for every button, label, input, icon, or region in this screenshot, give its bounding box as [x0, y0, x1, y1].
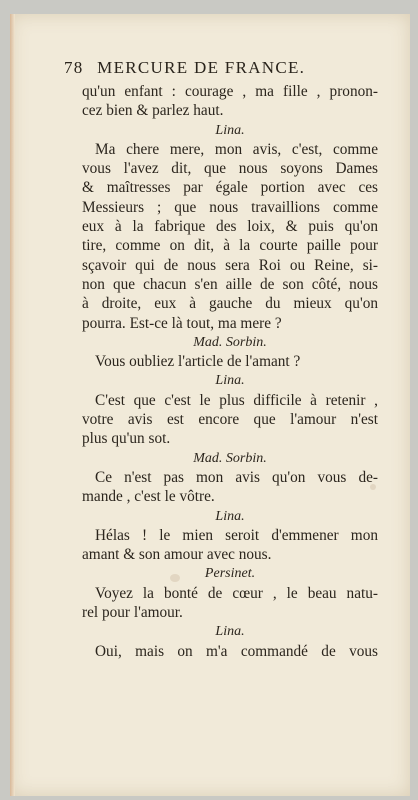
text-line: non que chacun s'en aille de son côté, nous	[82, 275, 378, 293]
text-line: votre avis est encore que l'amour n'est	[82, 411, 378, 429]
text-line: C'est que c'est le plus difficile à retenir ,	[95, 391, 378, 409]
text-line: Ma chere mere, mon avis, c'est, comme	[95, 140, 378, 158]
running-header	[64, 58, 384, 78]
speaker-name: Mad. Sorbin.	[193, 334, 267, 350]
text-line: rel pour l'amour.	[82, 604, 183, 622]
page-edge	[10, 14, 15, 796]
text-line: Hélas ! le mien seroit d'emmener mon	[95, 526, 378, 544]
text-line: mande , c'est le vôtre.	[82, 488, 215, 506]
book-page	[10, 14, 410, 796]
text-line: & maîtresses par égale portion avec ces	[82, 179, 378, 197]
running-title: MERCURE DE FRANCE.	[97, 58, 306, 77]
text-line: tire, comme on dit, à la courte paille pour	[82, 237, 378, 255]
text-line: cez bien & parlez haut.	[82, 102, 224, 120]
text-line: pourra. Est-ce là tout, ma mere ?	[82, 314, 282, 332]
text-line: qu'un enfant : courage , ma fille , pronon-	[82, 83, 378, 100]
body-text	[82, 82, 378, 661]
text-line: Vous oubliez l'article de l'amant ?	[95, 353, 301, 371]
text-line: eux à la fabrique des loix, & puis qu'on	[82, 218, 378, 236]
speaker-name: Lina.	[215, 373, 245, 389]
speaker-name: Lina.	[215, 508, 245, 524]
page-number: 78	[64, 58, 84, 77]
speaker-name: Mad. Sorbin.	[193, 450, 267, 466]
speaker-name: Persinet.	[204, 566, 256, 582]
text-line: amant & son amour avec nous.	[82, 546, 272, 564]
text-line: plus qu'un sot.	[82, 430, 171, 448]
text-line: Ce n'est pas mon avis qu'on vous de-	[95, 468, 378, 486]
text-line: vous l'avez dit, que nous soyons Dames	[82, 160, 378, 178]
text-line: Voyez la bonté de cœur , le beau natu-	[95, 584, 378, 602]
text-line: à droite, eux à gauche du mieux qu'on	[82, 295, 378, 313]
text-line: Messieurs ; que nous travaillions comme	[82, 198, 378, 216]
speaker-name: Lina.	[215, 122, 245, 138]
text-line: sçavoir qui de nous sera Roi ou Reine, si-	[82, 256, 378, 274]
text-line: Oui, mais on m'a commandé de vous	[95, 642, 378, 660]
speaker-name: Lina.	[215, 624, 245, 640]
